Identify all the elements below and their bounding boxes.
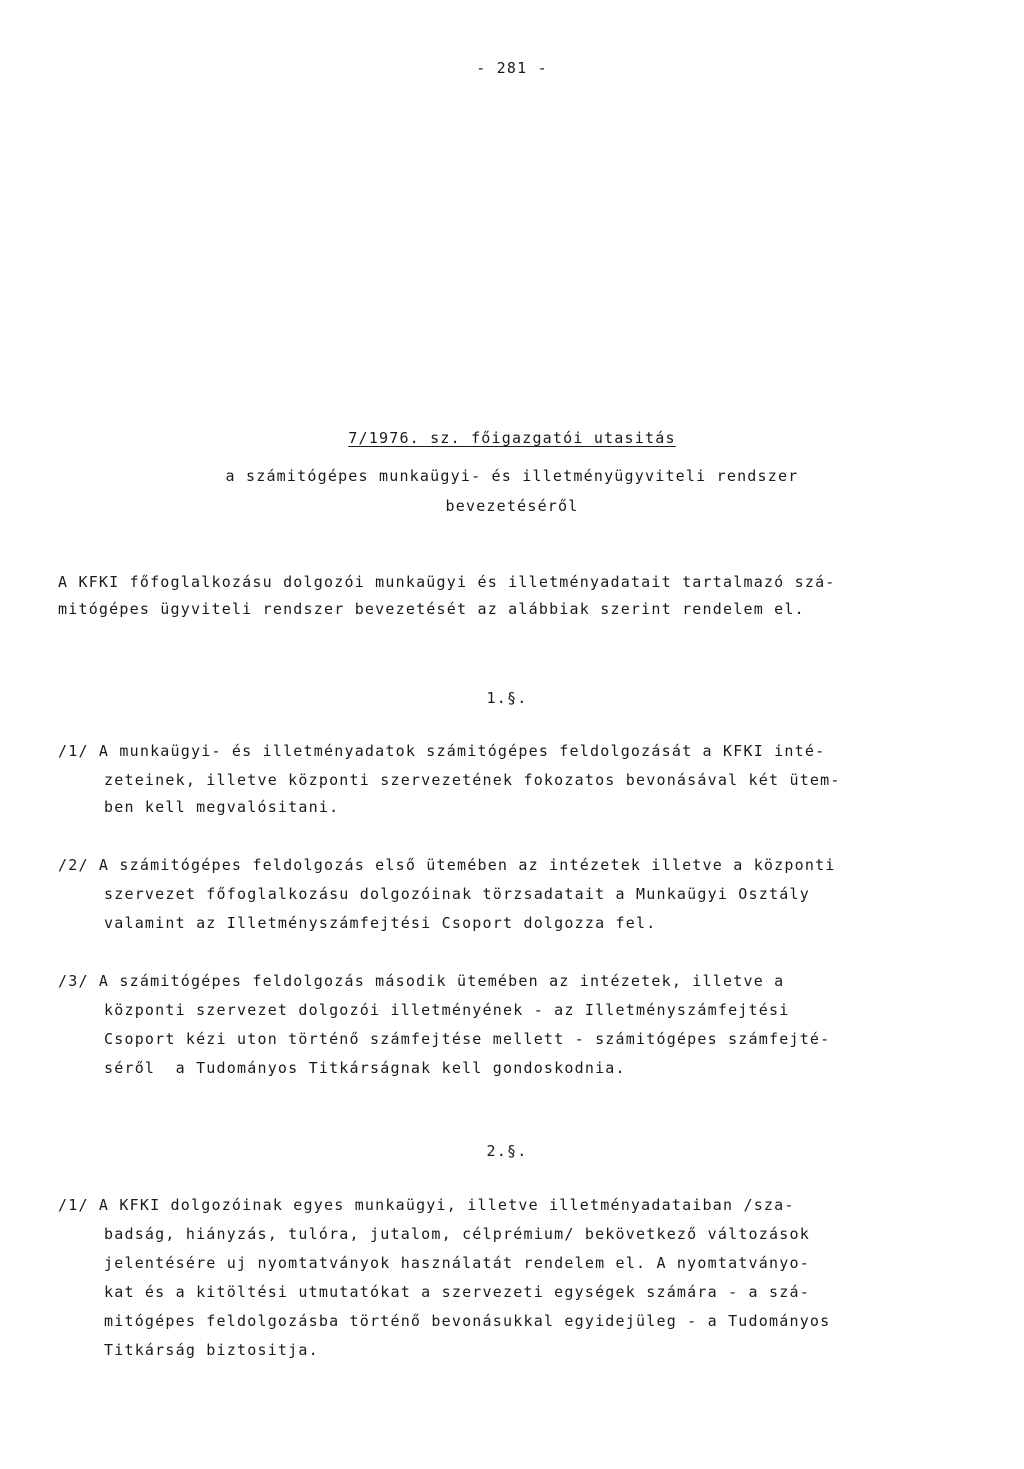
section-1-heading: 1.§.: [486, 689, 528, 707]
s1p2-line-2: szervezet főfoglalkozásu dolgozóinak törzsadatait a Munkaügyi Osztály: [104, 885, 810, 903]
s2p1-line-2: badság, hiányzás, tulóra, jutalom, célprémium/ bekövetkező változások: [104, 1225, 810, 1243]
s2p1-line-1: /1/ A KFKI dolgozóinak egyes munkaügyi, illetve illetményadataiban /sza-: [58, 1196, 795, 1214]
s1p3-line-4: séről a Tudományos Titkárságnak kell gondoskodnia.: [104, 1059, 626, 1077]
document-subtitle-line-1: a számitógépes munkaügyi- és illetményügyviteli rendszer: [225, 467, 799, 485]
s1p3-line-2: központi szervezet dolgozói illetményének - az Illetményszámfejtési: [104, 1001, 790, 1019]
s1p1-line-1: /1/ A munkaügyi- és illetményadatok számitógépes feldolgozását a KFKI inté-: [58, 742, 826, 760]
document-title: 7/1976. sz. főigazgatói utasitás: [348, 429, 676, 447]
s1p3-line-3: Csoport kézi uton történő számfejtése mellett - számitógépes számfejté-: [104, 1030, 831, 1048]
s2p1-line-4: kat és a kitöltési utmutatókat a szervezeti egységek számára - a szá-: [104, 1283, 810, 1301]
page-number: - 281 -: [476, 59, 548, 77]
document-subtitle-line-2: bevezetéséről: [445, 497, 579, 515]
s2p1-line-6: Titkárság biztositja.: [104, 1341, 319, 1359]
s1p2-line-3: valamint az Illetményszámfejtési Csoport dolgozza fel.: [104, 914, 657, 932]
intro-line-2: mitógépes ügyviteli rendszer bevezetését az alábbiak szerint rendelem el.: [58, 600, 805, 618]
s2p1-line-5: mitógépes feldolgozásba történő bevonásukkal egyidejüleg - a Tudományos: [104, 1312, 831, 1330]
intro-line-1: A KFKI főfoglalkozásu dolgozói munkaügyi és illetményadatait tartalmazó szá-: [58, 573, 836, 591]
s2p1-line-3: jelentésére uj nyomtatványok használatát rendelem el. A nyomtatványo-: [104, 1254, 810, 1272]
s1p3-line-1: /3/ A számitógépes feldolgozás második ütemében az intézetek, illetve a: [58, 972, 785, 990]
s1p2-line-1: /2/ A számitógépes feldolgozás első ütemében az intézetek illetve a központi: [58, 856, 836, 874]
section-2-heading: 2.§.: [486, 1142, 528, 1160]
s1p1-line-3: ben kell megvalósitani.: [104, 798, 340, 816]
s1p1-line-2: zeteinek, illetve központi szervezetének fokozatos bevonásával két ütem-: [104, 771, 841, 789]
